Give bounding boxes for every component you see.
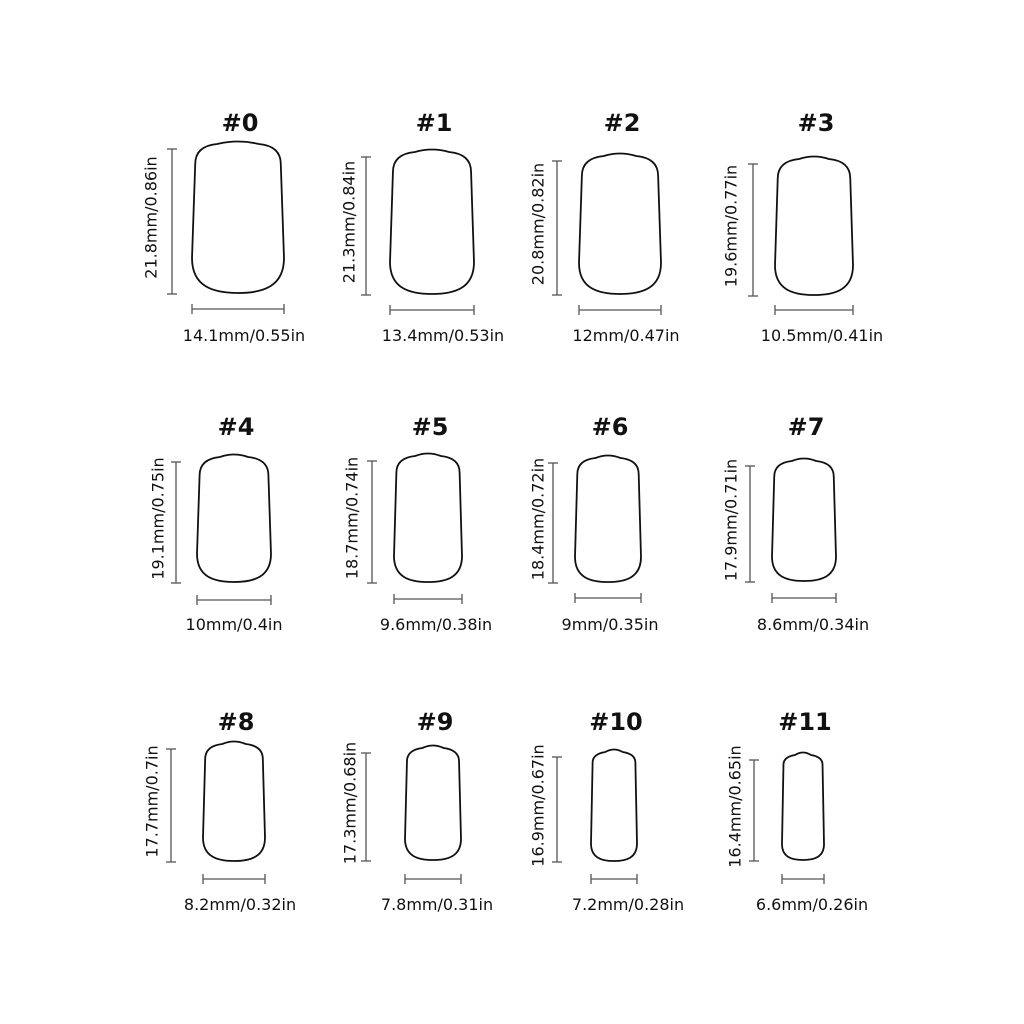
width-label: 7.2mm/0.28in [571, 895, 685, 914]
width-label: 13.4mm/0.53in [381, 326, 505, 345]
nail-size-2 [529, 109, 680, 345]
nail-size-label: #11 [778, 708, 832, 736]
nail-outline [192, 142, 284, 294]
nail-size-0 [142, 109, 306, 345]
nail-size-label: #9 [416, 708, 454, 736]
nail-size-6 [529, 413, 659, 634]
length-label: 20.8mm/0.82in [528, 162, 548, 286]
nails-layer [142, 109, 884, 914]
nail-size-label: #8 [217, 708, 255, 736]
nail-size-5 [343, 413, 493, 634]
length-label: 16.4mm/0.65in [725, 745, 745, 868]
length-label: 17.7mm/0.7in [142, 745, 162, 858]
nail-size-1 [340, 109, 505, 345]
length-label: 18.4mm/0.72in [528, 457, 548, 581]
nail-size-7 [722, 413, 870, 634]
nail-outline [775, 157, 853, 296]
width-label: 12mm/0.47in [572, 326, 680, 345]
width-label: 8.6mm/0.34in [756, 615, 870, 634]
nail-outline [405, 746, 461, 861]
width-label: 14.1mm/0.55in [182, 326, 306, 345]
width-label: 7.8mm/0.31in [380, 895, 494, 914]
nail-size-3 [722, 109, 884, 345]
length-label: 17.9mm/0.71in [721, 458, 741, 582]
nail-outline [772, 459, 836, 582]
nail-size-label: #2 [603, 109, 641, 137]
nail-size-label: #7 [787, 413, 825, 441]
nail-size-label: #3 [797, 109, 835, 137]
length-label: 21.3mm/0.84in [339, 160, 359, 284]
length-label: 16.9mm/0.67in [528, 744, 548, 867]
nail-outline [591, 750, 637, 862]
nail-size-label: #5 [411, 413, 449, 441]
width-label: 8.2mm/0.32in [183, 895, 297, 914]
width-label: 10mm/0.4in [185, 615, 283, 634]
nail-outline [782, 753, 824, 861]
nail-size-11 [726, 708, 869, 914]
nail-outline [394, 454, 462, 583]
nail-size-4 [149, 413, 283, 634]
length-label: 21.8mm/0.86in [141, 156, 161, 279]
nail-size-label: #1 [415, 109, 453, 137]
nail-size-label: #4 [217, 413, 255, 441]
nail-outline [579, 154, 661, 295]
nail-size-label: #10 [589, 708, 643, 736]
length-label: 19.1mm/0.75in [148, 457, 168, 580]
nail-size-label: #0 [221, 109, 259, 137]
nail-size-10 [529, 708, 685, 914]
length-label: 18.7mm/0.74in [342, 456, 362, 580]
nail-outline [197, 455, 271, 583]
width-label: 10.5mm/0.41in [760, 326, 884, 345]
nail-size-label: #6 [591, 413, 629, 441]
width-label: 9mm/0.35in [561, 615, 659, 634]
length-label: 19.6mm/0.77in [721, 164, 741, 288]
nail-outline [575, 456, 641, 583]
width-label: 6.6mm/0.26in [755, 895, 869, 914]
width-label: 9.6mm/0.38in [379, 615, 493, 634]
nail-size-9 [341, 708, 494, 914]
length-label: 17.3mm/0.68in [340, 741, 360, 865]
nail-outline [390, 150, 474, 295]
nail-outline [203, 742, 265, 862]
nail-size-8 [143, 708, 297, 914]
